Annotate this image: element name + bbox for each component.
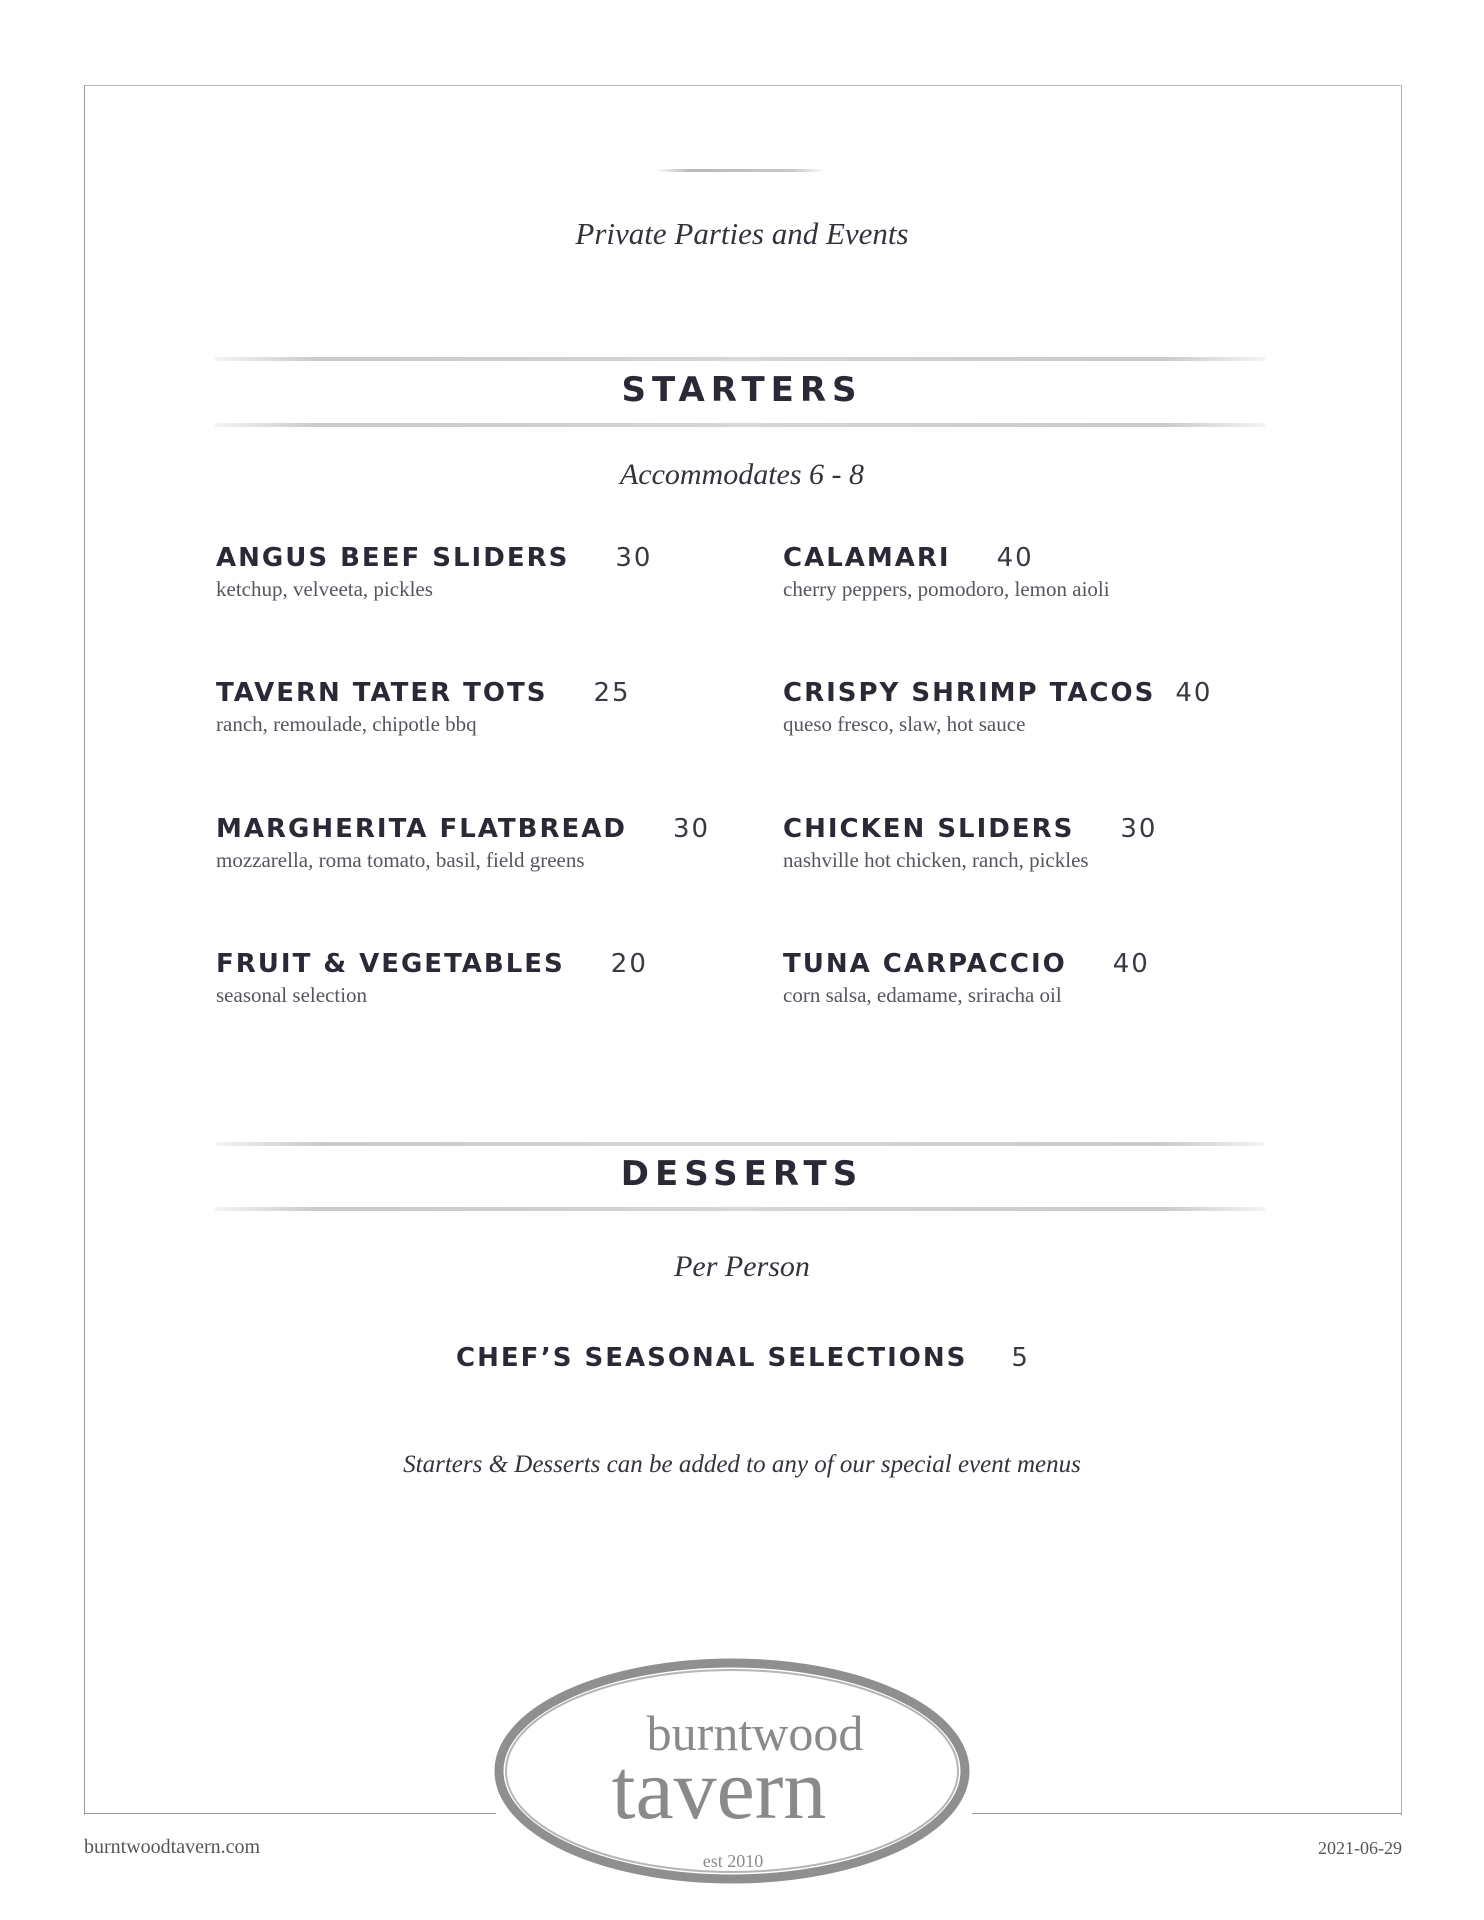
menu-item (216, 949, 776, 1008)
item-description: mozzarella, roma tomato, basil, field greens (216, 848, 585, 872)
item-price: 30 (1120, 814, 1158, 844)
page-frame-top (84, 85, 1402, 86)
burntwood-tavern-logo (493, 1655, 971, 1887)
menu-note: Starters & Desserts can be added to any of our special event menus (403, 1451, 1081, 1478)
desserts-rule-bottom (215, 1207, 1265, 1211)
item-price: 40 (1175, 678, 1213, 708)
footer-date: 2021-06-29 (1318, 1838, 1402, 1858)
starters-title: STARTERS (621, 370, 863, 410)
item-description: cherry peppers, pomodoro, lemon aioli (783, 577, 1110, 601)
item-name: TUNA CARPACCIO (783, 949, 1067, 979)
item-name: MARGHERITA FLATBREAD (216, 814, 627, 844)
desserts-rule-top (215, 1142, 1265, 1146)
item-description: corn salsa, edamame, sriracha oil (783, 983, 1062, 1007)
item-price: 5 (1011, 1343, 1028, 1373)
desserts-title: DESSERTS (620, 1154, 864, 1194)
starters-rule-bottom (215, 423, 1265, 427)
item-name: CRISPY SHRIMP TACOS (783, 678, 1156, 708)
logo-est: est 2010 (702, 1851, 764, 1871)
item-description: ketchup, velveeta, pickles (216, 577, 433, 601)
menu-item (783, 814, 1343, 873)
desserts-subtitle: Per Person (674, 1250, 810, 1283)
item-name: CHICKEN SLIDERS (783, 814, 1075, 844)
menu-item (783, 543, 1343, 602)
item-price: 20 (610, 949, 648, 979)
menu-item (783, 949, 1343, 1008)
item-price: 30 (615, 543, 653, 573)
item-price: 40 (996, 543, 1034, 573)
item-price: 25 (593, 678, 631, 708)
page-header-title: Private Parties and Events (575, 216, 909, 251)
item-description: seasonal selection (216, 983, 368, 1007)
starters-rule-top (215, 357, 1265, 361)
item-name: CHEF’S SEASONAL SELECTIONS (456, 1343, 968, 1373)
page-frame-right (1401, 85, 1402, 1815)
decorative-divider (655, 169, 827, 172)
menu-item (216, 543, 776, 602)
page-frame-bottom-right (972, 1813, 1402, 1814)
item-price: 40 (1112, 949, 1150, 979)
item-name: FRUIT & VEGETABLES (216, 949, 565, 979)
menu-item (783, 678, 1343, 737)
page-frame-left (84, 85, 85, 1815)
menu-item (216, 678, 776, 737)
item-name: CALAMARI (783, 543, 951, 573)
logo-line1: burntwood (646, 1705, 864, 1761)
starters-subtitle: Accommodates 6 - 8 (619, 458, 865, 491)
footer-website: burntwoodtavern.com (84, 1836, 261, 1858)
item-name: ANGUS BEEF SLIDERS (216, 543, 570, 573)
dessert-item (0, 1343, 1484, 1373)
item-price: 30 (672, 814, 711, 844)
page-frame-bottom-left (84, 1813, 496, 1814)
item-description: nashville hot chicken, ranch, pickles (783, 848, 1089, 872)
item-description: queso fresco, slaw, hot sauce (783, 712, 1026, 736)
menu-item (216, 814, 776, 873)
item-description: ranch, remoulade, chipotle bbq (216, 712, 477, 736)
logo-line2: tavern (611, 1741, 827, 1837)
item-name: TAVERN TATER TOTS (216, 678, 548, 708)
